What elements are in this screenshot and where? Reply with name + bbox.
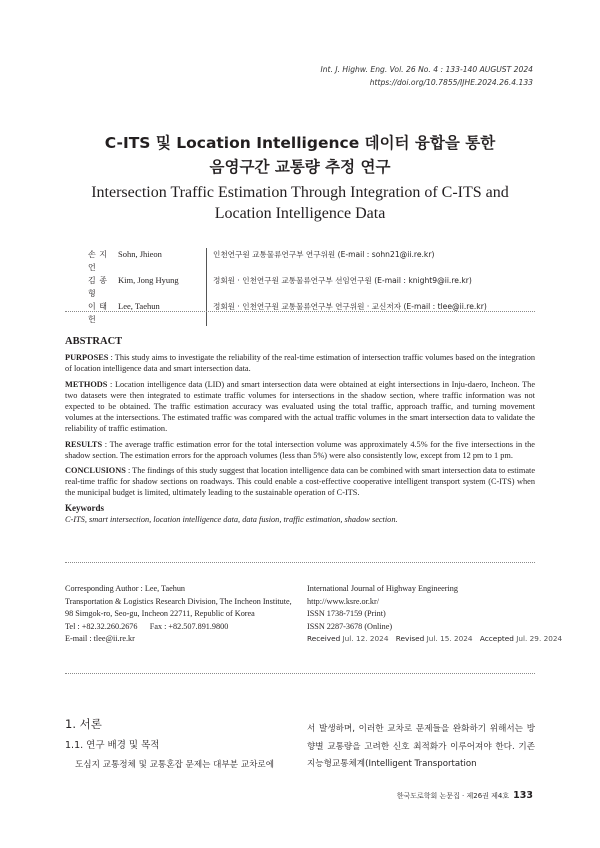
accepted-label: Accepted <box>479 634 514 644</box>
footer-journal: 한국도로학회 논문집 · 제26권 제4호 <box>396 792 510 800</box>
corr-name: Corresponding Author : Lee, Taehun <box>65 584 186 593</box>
author-row <box>88 248 487 274</box>
purposes-label: PURPOSES <box>65 353 109 363</box>
title-english-line1: Intersection Traffic Estimation Through Integration of C-ITS and <box>91 184 509 201</box>
author-korean-name: 이 태 헌 <box>88 302 108 324</box>
methods-text: : Location intelligence data (LID) and smart intersection data were obtained at eight intersections in Inju-daero, Incheon. The two datasets were then integrated to estimate traffic volumes for intersections in the shadow section, where traffic information was not expected to be obtained. The traffic estimation accuracy was evaluated using the total traffic, approach traffic, and turning movement volumes at the intersections. The estimated traffic was compared with the actual traffic volumes in the smart intersection data to validate the reliability of traffic estimation. <box>65 379 535 434</box>
author-korean-name: 손 지 언 <box>88 250 108 272</box>
author-english-name: Kim, Jong Hyung <box>118 275 179 285</box>
corresponding-author-block <box>65 583 292 646</box>
author-korean-name: 김 종 형 <box>88 276 108 298</box>
section-heading-1-1: 1.1. 연구 배경 및 목적 <box>65 740 160 751</box>
results-text: : The average traffic estimation error for the total intersection volume was approximately 4.5% for the five intersections in the shadow section. The estimation errors for the approach volumes (less than 5%) were also consistently low, except from 12 pm to 1 pm. <box>65 439 535 460</box>
corr-address: 98 Simgok-ro, Seo-gu, Incheon 22711, Republic of Korea <box>65 609 255 619</box>
abstract-methods <box>65 379 535 435</box>
author-list <box>88 248 487 326</box>
revised-date: Jul. 15. 2024 <box>426 634 473 644</box>
issn-print: ISSN 1738-7159 (Print) <box>307 609 386 619</box>
purposes-text: : This study aims to investigate the reliability of the real-time estimation of intersection traffic volumes based on the integration of location intelligence data and smart intersection data. <box>65 353 535 374</box>
page-number: 133 <box>513 790 533 801</box>
corr-affiliation: Transportation & Logistics Research Division, The Incheon Institute, <box>65 596 292 606</box>
author-affiliation: 정회원 · 인천연구원 교통물류연구부 선임연구원 (E-mail : knight9@ii.re.kr) <box>206 274 472 300</box>
author-affiliation: 인천연구원 교통물류연구부 연구위원 (E-mail : sohn21@ii.re.kr) <box>206 248 434 274</box>
title-korean-line2: 음영구간 교통량 추정 연구 <box>209 158 391 176</box>
title-english-line2: Location Intelligence Data <box>214 205 386 222</box>
divider <box>65 311 535 312</box>
keywords-list: C-ITS, smart intersection, location intelligence data, data fusion, traffic estimation, shadow section. <box>65 514 398 524</box>
issn-online: ISSN 2287-3678 (Online) <box>307 621 393 631</box>
conclusions-text: : The findings of this study suggest that location intelligence data can be combined with smart intersection data to estimate real-time traffic for shadow sections on roadways. This could enable a cost-effective cooperative intelligent transport system (C-ITS) when the municipal budget is limited, ultimately leading to the sustainable operation of C-ITS. <box>65 466 535 498</box>
journal-url[interactable]: http://www.ksre.or.kr/ <box>307 596 380 606</box>
journal-info-block <box>307 583 567 646</box>
page-footer <box>397 790 533 801</box>
received-date: Jul. 12. 2024 <box>342 634 389 644</box>
divider <box>65 673 535 674</box>
abstract-results <box>65 439 535 461</box>
author-affiliation: 정회원 · 인천연구원 교통물류연구부 연구위원 · 교신저자 (E-mail : tlee@ii.re.kr) <box>206 300 487 326</box>
journal-citation: Int. J. Highw. Eng. Vol. 26 No. 4 : 133-140 AUGUST 2024 <box>320 65 533 74</box>
body-text-right: 서 발생하며, 이러한 교차로 문제들을 완화하기 위해서는 방향별 교통량을 고려한 신호 최적화가 이루어져야 한다. 기존 지능형교통체계(Intelligent Transportation <box>307 724 535 769</box>
received-label: Received <box>307 634 341 644</box>
body-text-left: 도심지 교통정체 및 교통혼잡 문제는 대부분 교차로에 <box>75 760 275 770</box>
history-dates <box>307 633 567 646</box>
keywords-heading: Keywords <box>65 502 104 513</box>
corr-phone: Tel : +82.32.260.2676 Fax : +82.507.891.9800 <box>65 621 229 631</box>
revised-label: Revised <box>395 634 425 644</box>
abstract-heading: ABSTRACT <box>65 336 123 347</box>
journal-name: International Journal of Highway Engineering <box>307 584 458 593</box>
results-label: RESULTS <box>65 439 103 449</box>
author-english-name: Sohn, Jhieon <box>118 249 162 259</box>
abstract-purposes <box>65 352 535 374</box>
title-korean-line1: C-ITS 및 Location Intelligence 데이터 융합을 통한 <box>104 134 496 152</box>
author-row <box>88 300 487 326</box>
author-row <box>88 274 487 300</box>
journal-doi[interactable]: https://doi.org/10.7855/IJHE.2024.26.4.133 <box>369 77 533 87</box>
conclusions-label: CONCLUSIONS <box>65 466 126 476</box>
accepted-date: Jul. 29. 2024 <box>516 634 563 644</box>
section-heading-1: 1. 서론 <box>65 717 102 731</box>
abstract <box>65 336 535 525</box>
abstract-conclusions <box>65 465 535 499</box>
author-english-name: Lee, Taehun <box>118 301 160 311</box>
corr-email: E-mail : tlee@ii.re.kr <box>65 634 135 644</box>
divider <box>65 562 535 563</box>
journal-header <box>320 64 533 89</box>
methods-label: METHODS <box>65 379 108 389</box>
